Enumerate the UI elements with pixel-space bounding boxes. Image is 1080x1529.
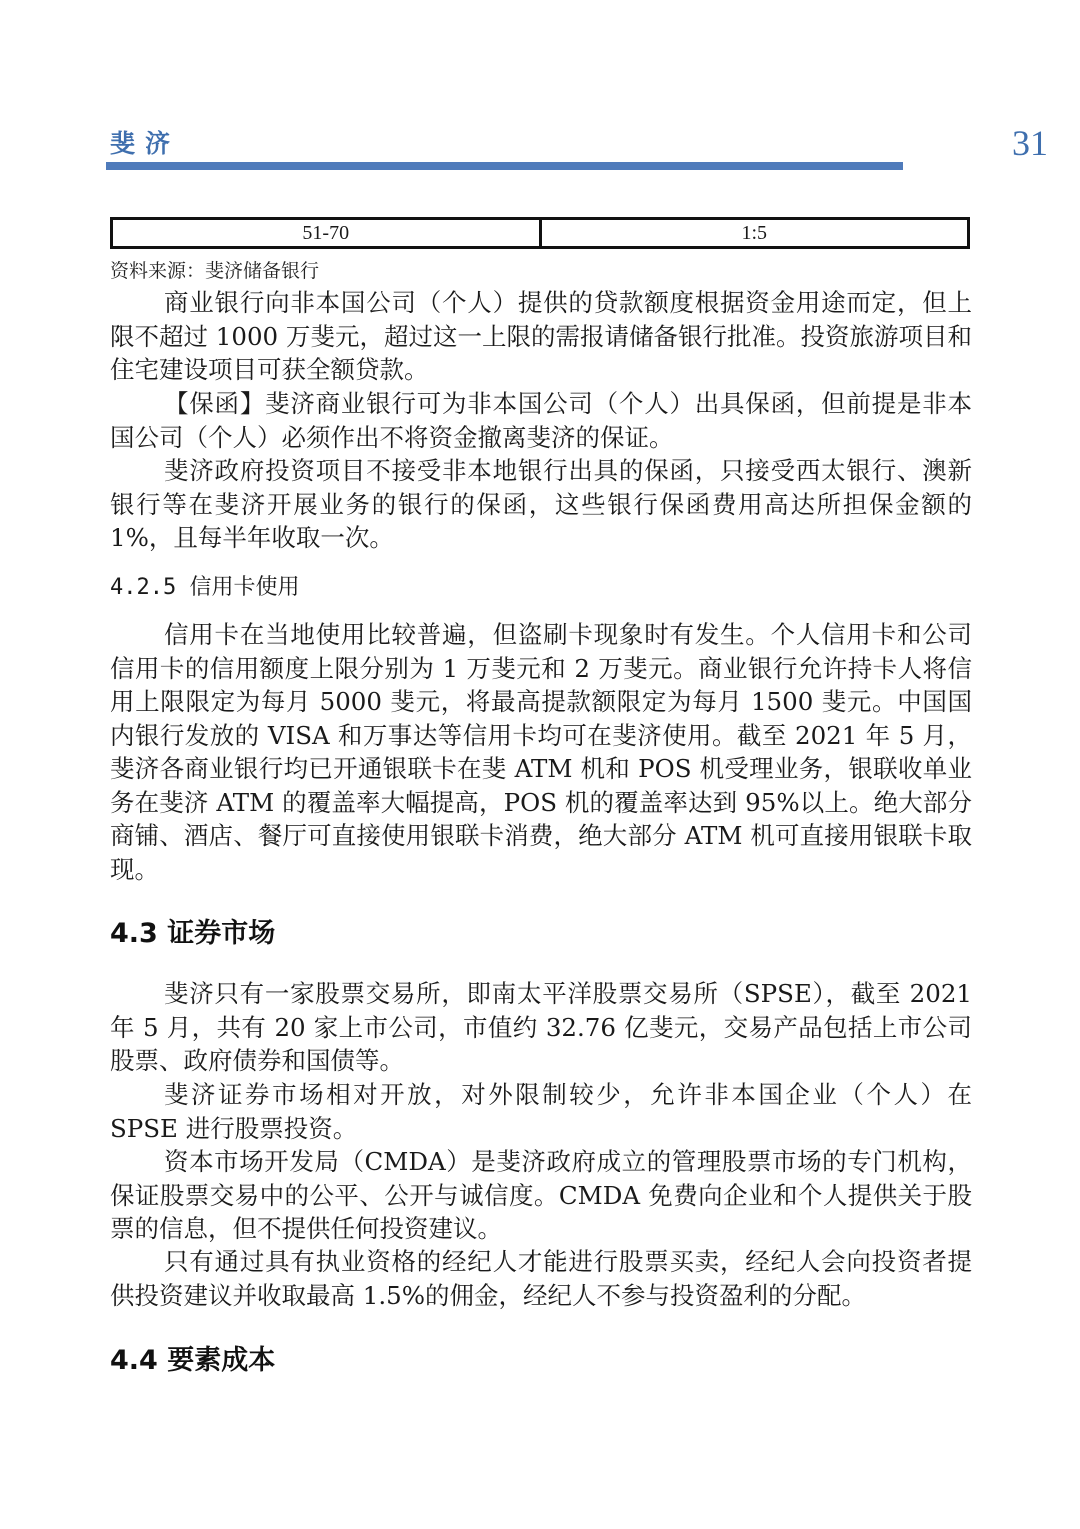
paragraph: 只有通过具有执业资格的经纪人才能进行股票买卖，经纪人会向投资者提供投资建议并收取最高 1.5%的佣金，经纪人不参与投资盈利的分配。 bbox=[110, 1247, 972, 1310]
table-row bbox=[112, 219, 969, 248]
loan-ratio-table bbox=[110, 217, 970, 249]
paragraph: 信用卡在当地使用比较普遍，但盗刷卡现象时有发生。个人信用卡和公司信用卡的信用额度上限分别为 1 万斐元和 2 万斐元。商业银行允许持卡人将信用上限限定为每月 5000 斐元，将最高提款额限定为每月 1500 斐元。中国国内银行发放的 VISA 和万事达等信用卡均可在斐济使用。截至 2021 年 5 月，斐济各商业银行均已开通银联卡在斐 ATM 机和 POS 机受理业务，银联收单业务在斐济 ATM 的覆盖率大幅提高，POS 机的覆盖率达到 95%以上。绝大部分商铺、酒店、餐厅可直接使用银联卡消费，绝大部分 ATM 机可直接用银联卡取现。 bbox=[110, 620, 972, 884]
paragraph: 商业银行向非本国公司（个人）提供的贷款额度根据资金用途而定，但上限不超过 1000 万斐元，超过这一上限的需报请储备银行批准。投资旅游项目和住宅建设项目可获全额贷款。 bbox=[110, 288, 972, 384]
table-cell: 51-70 bbox=[112, 219, 541, 248]
table-cell: 1:5 bbox=[540, 219, 969, 248]
section-heading: 4.3 证券市场 bbox=[110, 918, 276, 949]
subsection-heading: 4.2.5 信用卡使用 bbox=[110, 575, 300, 600]
paragraph: 斐济政府投资项目不接受非本地银行出具的保函，只接受西太银行、澳新银行等在斐济开展业务的银行的保函，这些银行保函费用高达所担保金额的 1%，且每半年收取一次。 bbox=[110, 456, 972, 552]
paragraph: 斐济只有一家股票交易所，即南太平洋股票交易所（SPSE），截至 2021 年 5 月，共有 20 家上市公司，市值约 32.76 亿斐元，交易产品包括上市公司股票、政府债券和国债等。 bbox=[110, 979, 972, 1075]
paragraph: 【保函】斐济商业银行可为非本国公司（个人）出具保函，但前提是非本国公司（个人）必须作出不将资金撤离斐济的保证。 bbox=[110, 389, 972, 452]
paragraph: 斐济证券市场相对开放，对外限制较少，允许非本国企业（个人）在 SPSE 进行股票投资。 bbox=[110, 1080, 972, 1143]
section-heading: 4.4 要素成本 bbox=[110, 1345, 276, 1376]
running-header-title: 斐济 bbox=[110, 129, 181, 158]
page-number: 31 bbox=[1012, 123, 1048, 163]
header-rule bbox=[106, 162, 903, 170]
paragraph: 资本市场开发局（CMDA）是斐济政府成立的管理股票市场的专门机构，保证股票交易中的公平、公开与诚信度。CMDA 免费向企业和个人提供关于股票的信息，但不提供任何投资建议。 bbox=[110, 1147, 972, 1243]
source-note: 资料来源：斐济储备银行 bbox=[110, 260, 320, 282]
